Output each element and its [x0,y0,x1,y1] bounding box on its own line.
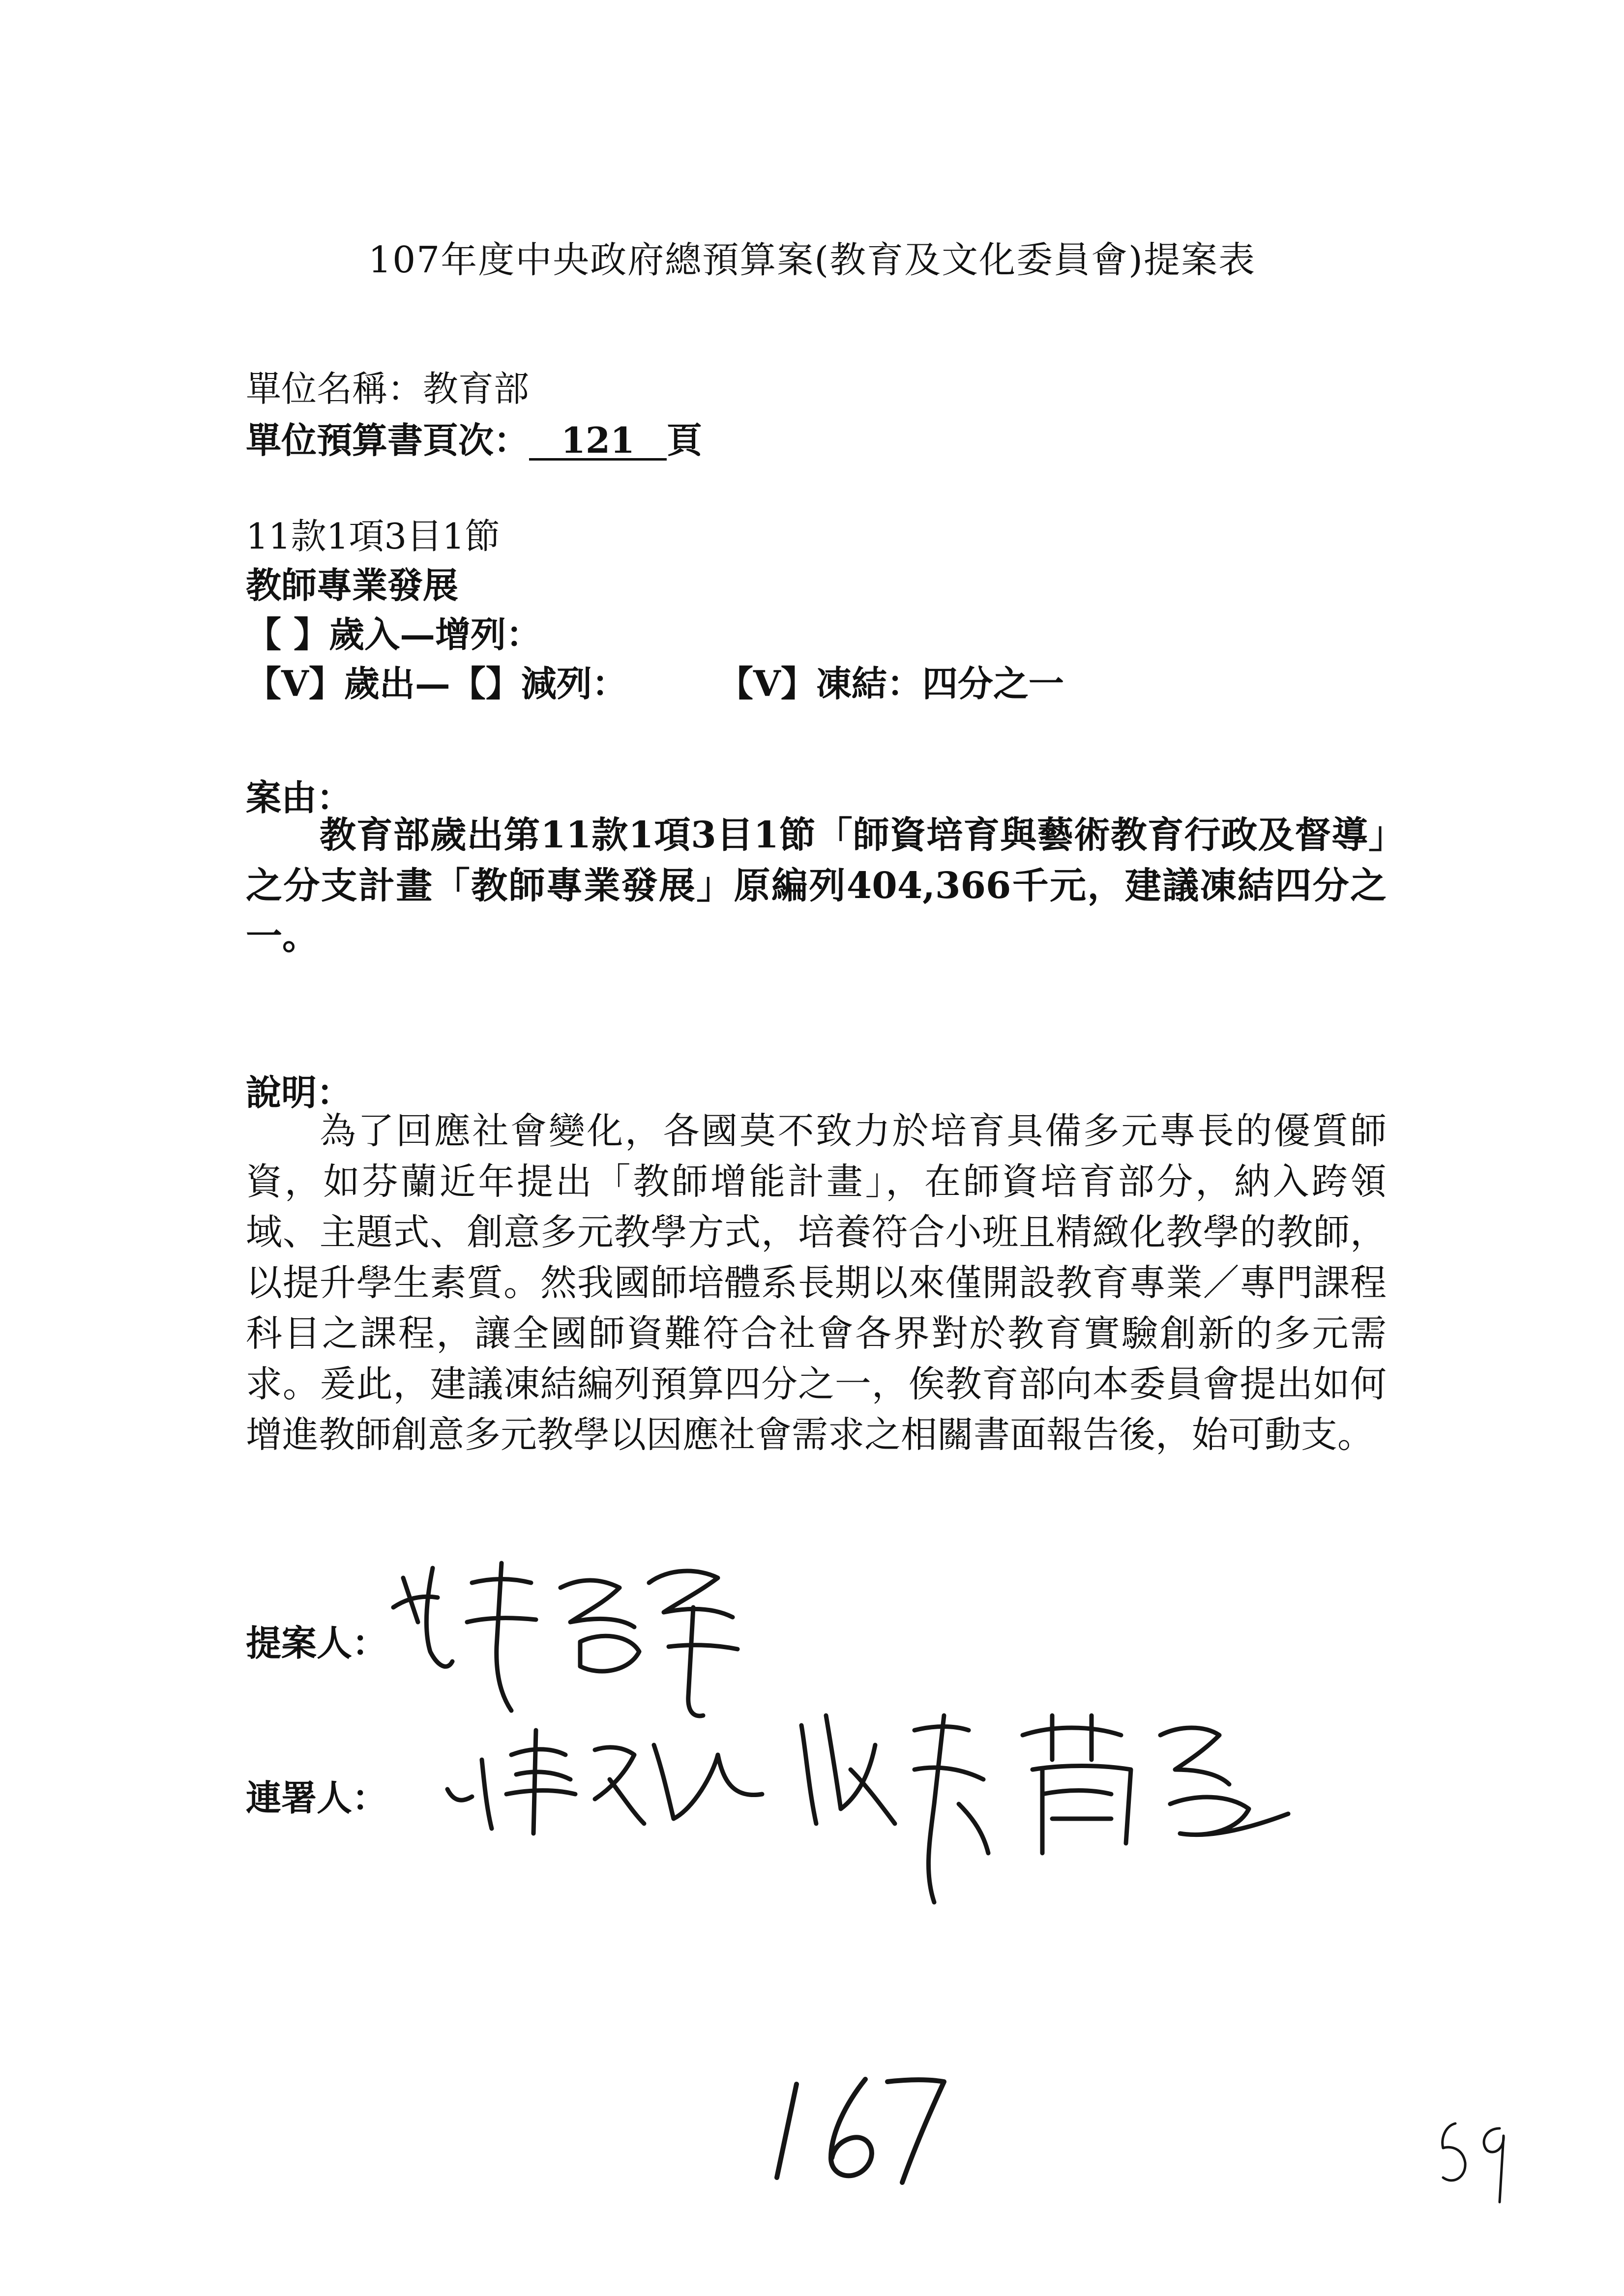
program-name: 教師專業發展 [246,564,459,606]
cosigner-signature-2 [787,1696,1303,1927]
budget-page-reference [246,419,703,461]
explanation-text: 為了回應社會變化，各國莫不致力於培育具備多元專長的優質師資，如芬蘭近年提出「教師增能計畫」，在師資培育部分，納入跨領域、主題式、創意多元教學方式，培養符合小班且精緻化教學的教師，以提升學生素質。然我國師培體系長期以來僅開設教育專業／專門課程科目之課程，讓全國師資難符合社會各界對於教育實驗創新的多元需求。爰此，建議凍結編列預算四分之一，俟教育部向本委員會提出如何增進教師創意多元教學以因應社會需求之相關書面報告後，始可動支。 [246,1110,1387,1456]
proposer-label: 提案人： [246,1622,388,1664]
unit-name: 單位名稱：教育部 [246,368,530,409]
budget-page-suffix: 頁 [667,419,703,461]
budget-page-prefix: 單位預算書頁次： [246,419,530,461]
explanation-label: 說明： [246,1072,353,1113]
reason-text: 教育部歲出第11款1項3目1節「師資培育與藝術教育行政及督導」之分支計畫「教師專業發展」原編列404,366千元，建議凍結四分之一。 [246,814,1387,958]
corner-mark [1426,2109,1524,2207]
section-code: 11款1項3目1節 [246,516,501,557]
handwritten-page-number [752,2069,949,2187]
reason-label: 案由： [246,777,353,818]
freeze-line: 【V】凍結：四分之一 [718,663,1064,704]
proposer-signature [374,1548,757,1725]
cosigner-label: 連署人： [246,1777,388,1819]
budget-page-number: 121 [529,423,667,461]
cosigner-signature-1 [438,1701,782,1848]
revenue-line: 【 】歲入—增列： [246,613,542,655]
expenditure-line: 【V】歲出—【】減列： [246,663,627,704]
document-title: 107年度中央政府總預算案(教育及文化委員會)提案表 [368,239,1256,281]
